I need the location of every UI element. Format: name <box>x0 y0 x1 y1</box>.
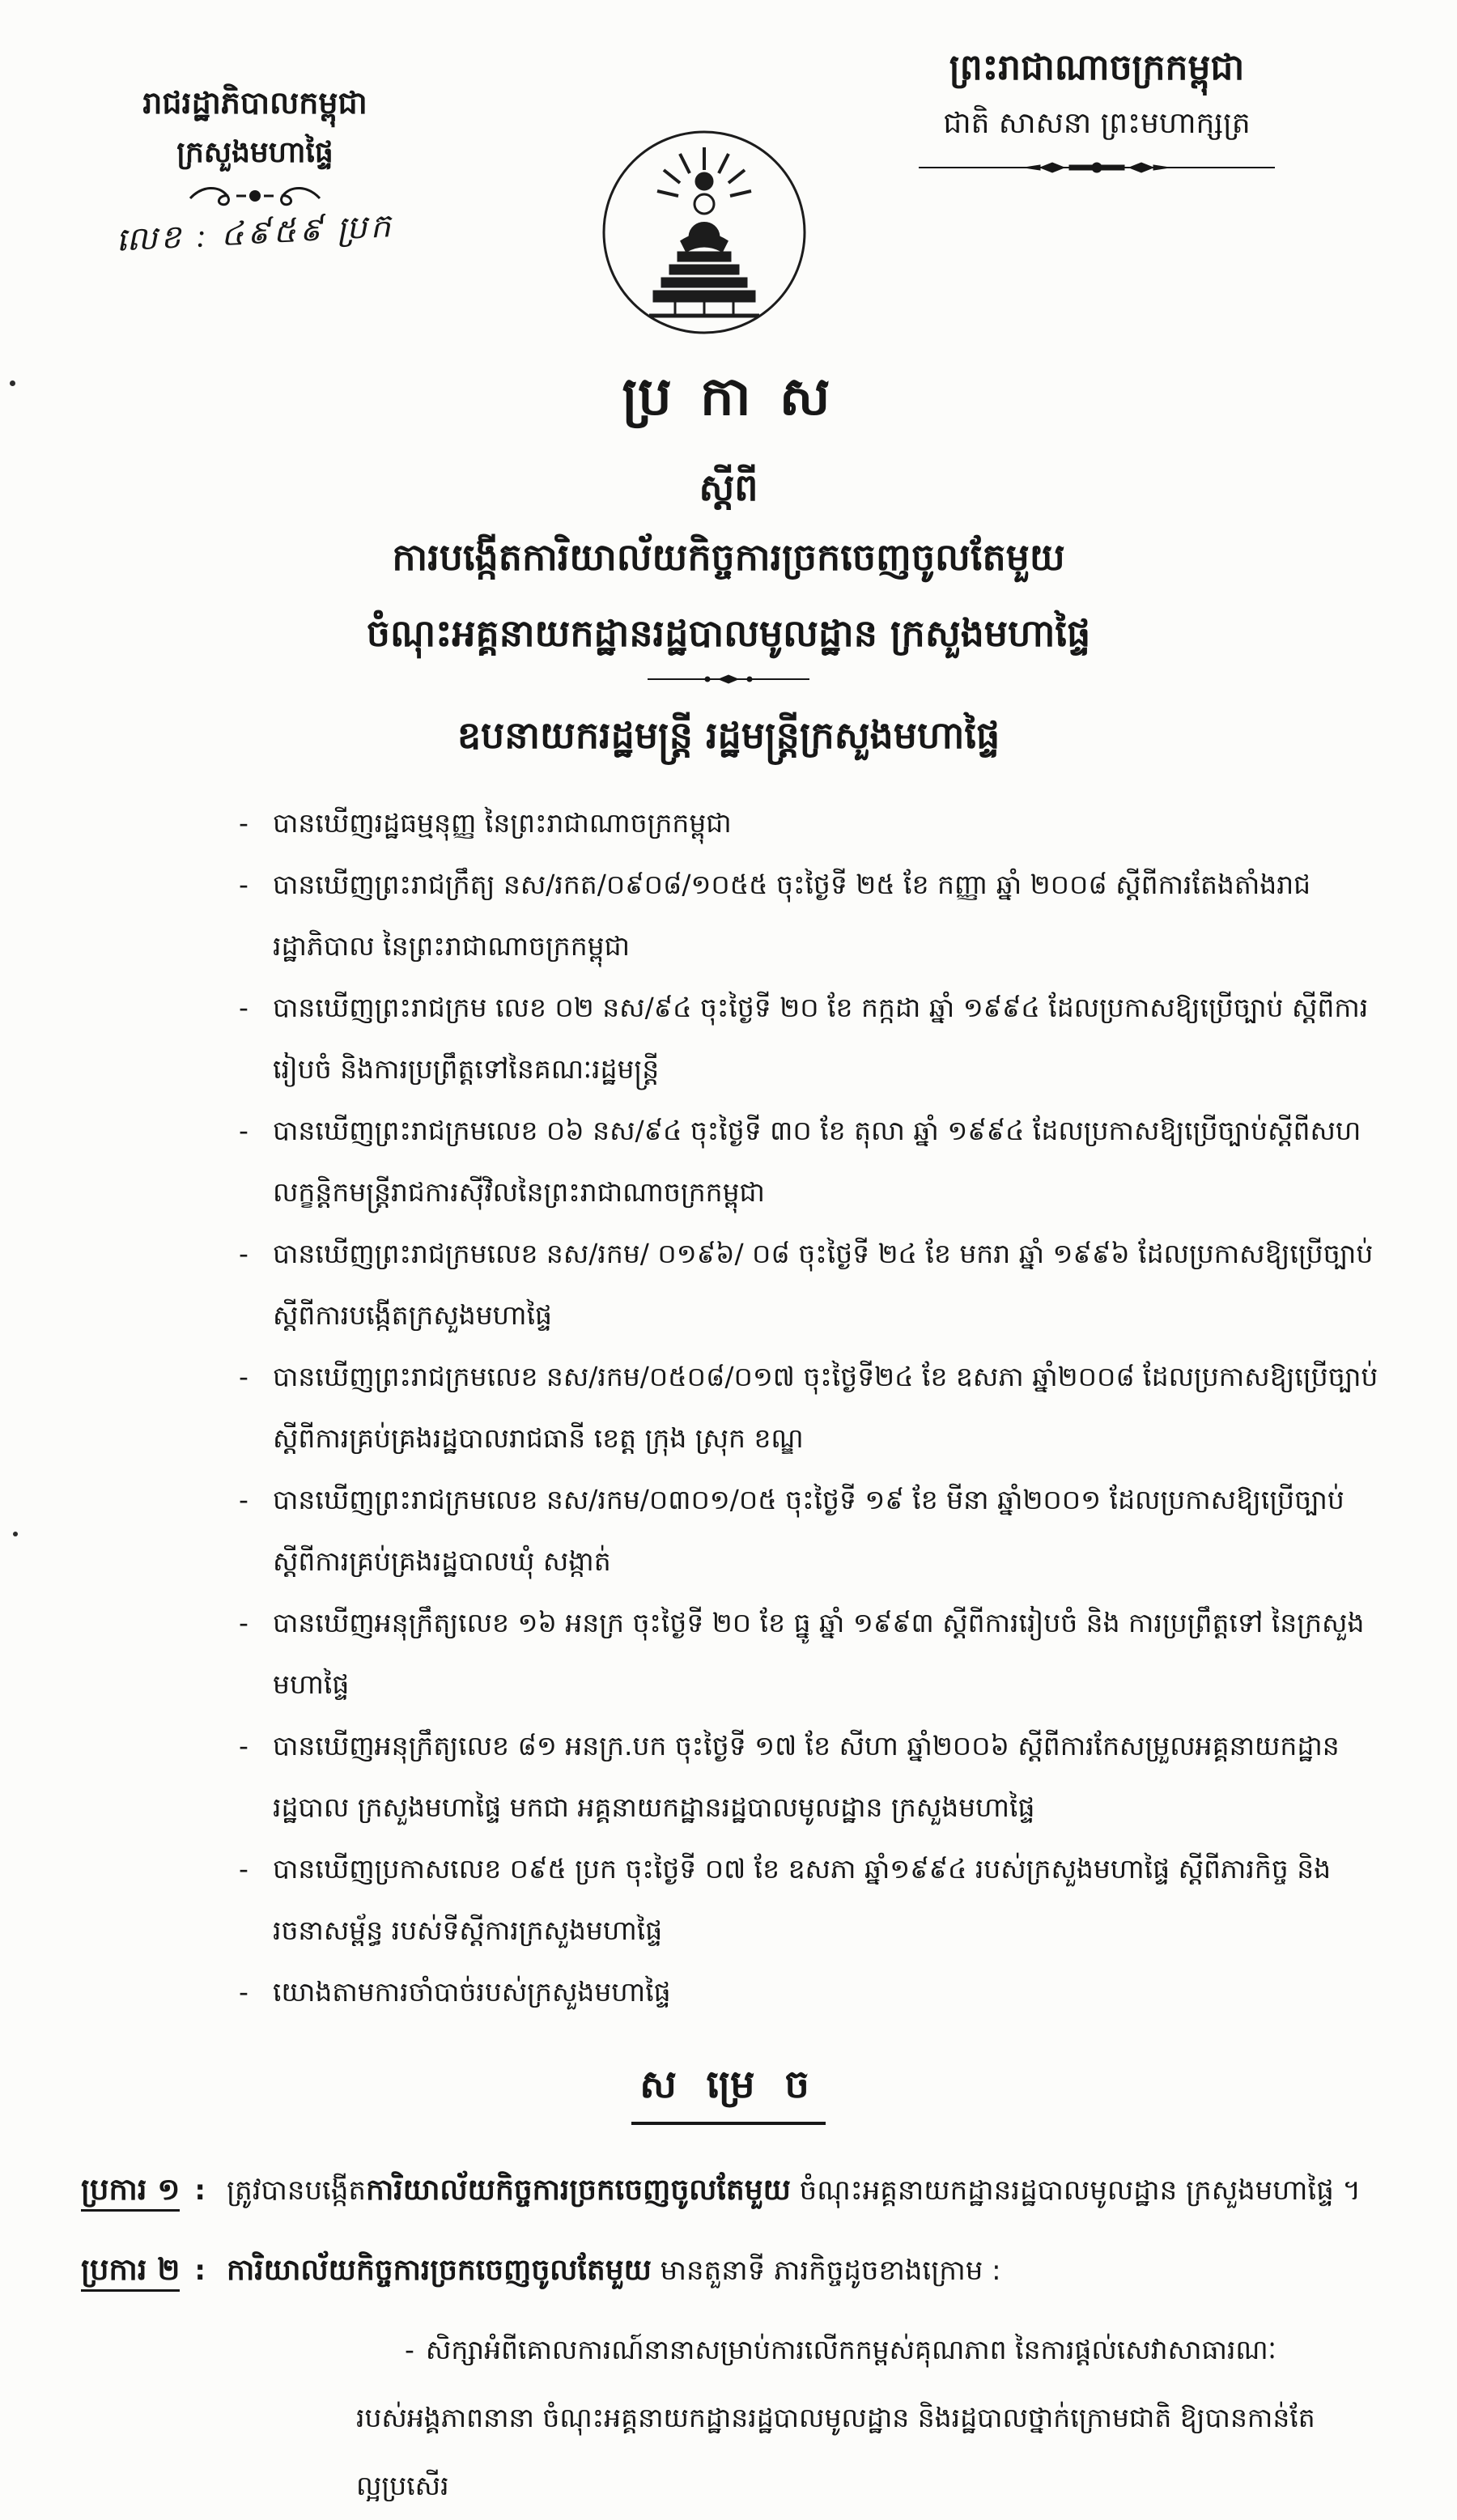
small-divider-icon <box>648 673 809 686</box>
article-1-office-name: ការិយាល័យកិច្ចការច្រកចេញចូលតែមួយ <box>365 2174 791 2207</box>
preamble-item <box>239 1592 1384 1715</box>
bullet-dash: - <box>239 992 248 1023</box>
bullet-dash: - <box>405 2334 414 2365</box>
title-block <box>0 360 1457 771</box>
preamble-text: បានឃើញព្រះរាជក្រឹត្យ នស/រកត/០៩០៨/១០៥៥ ចុះថ្ងៃទី ២៥ ខែ កញ្ញា ឆ្នាំ ២០០៨ ស្តីពីការតែងតាំងរាជរដ្ឋាភិបាល នៃព្រះរាជាណាចក្រកម្ពុជា <box>273 869 1311 962</box>
article-1-label: ប្រការ ១ <box>81 2172 180 2212</box>
document-number-handwritten: លេខ : ៤៩៥៩ ប្រក <box>115 207 395 258</box>
prakas-title: ប្រ កា ស <box>622 365 835 427</box>
preamble-item <box>239 1223 1384 1346</box>
article-1-separator: : <box>194 2174 206 2207</box>
preamble-text: យោងតាមការចាំបាច់របស់ក្រសួងមហាផ្ទៃ <box>273 1976 671 2008</box>
preamble-item <box>239 793 1384 854</box>
preamble-item <box>239 1100 1384 1223</box>
preamble-text: បានឃើញព្រះរាជក្រមលេខ ០៦ នស/៩៤ ចុះថ្ងៃទី ៣០ ខែ តុលា ឆ្នាំ ១៩៩៤ ដែលប្រកាសឱ្យប្រើច្បាប់ស្តីពីសហលក្ខន្តិកមន្ត្រីរាជការស៊ីវិលនៃព្រះរាជាណាចក្រកម្ពុជា <box>273 1115 1361 1208</box>
decision-heading: ស ម្រេ ច <box>631 2060 826 2125</box>
preamble-text: បានឃើញអនុក្រឹត្យលេខ ៨១ អនក្រ.បក ចុះថ្ងៃទី ១៧ ខែ សីហា ឆ្នាំ២០០៦ ស្តីពីការកែសម្រួលអគ្គនាយកដ្ឋានរដ្ឋបាល ក្រសួងមហាផ្ទៃ មកជា អគ្គនាយកដ្ឋានរដ្ឋបាលមូលដ្ឋាន ក្រសួងមហាផ្ទៃ <box>273 1730 1340 1823</box>
scroll-flourish-icon <box>186 182 324 210</box>
ornamental-divider-icon <box>919 159 1275 176</box>
preamble-text: បានឃើញព្រះរាជក្រម លេខ ០២ នស/៩៤ ចុះថ្ងៃទី ២០ ខែ កក្កដា ឆ្នាំ ១៩៩៤ ដែលប្រកាសឱ្យប្រើច្បាប់ ស្តីពីការរៀបចំ និងការប្រព្រឹត្តទៅនៃគណៈរដ្ឋមន្ត្រី <box>273 992 1369 1085</box>
preamble-text: បានឃើញព្រះរាជក្រមលេខ នស/រកម/០៣០១/០៥ ចុះថ្ងៃទី ១៩ ខែ មីនា ឆ្នាំ២០០១ ដែលប្រកាសឱ្យប្រើច្បាប់ស្តីពីការគ្រប់គ្រងរដ្ឋបាលឃុំ សង្កាត់ <box>273 1484 1344 1577</box>
preamble-item <box>239 1961 1384 2023</box>
article-1 <box>81 2157 1392 2223</box>
preamble-list <box>239 793 1384 2023</box>
issuing-authority: ឧបនាយករដ្ឋមន្ត្រី រដ្ឋមន្ត្រីក្រសួងមហាផ្ទៃ <box>457 713 1000 757</box>
article-1-text-pre: ត្រូវបានបង្កើត <box>226 2174 366 2207</box>
scan-speck <box>13 1532 18 1536</box>
preamble-item <box>239 977 1384 1100</box>
bullet-dash: - <box>239 1976 248 2008</box>
decision-heading-block <box>0 2060 1457 2125</box>
ministry-seal-icon <box>601 123 808 342</box>
header-right-block <box>862 39 1332 176</box>
article-2-duty-item <box>356 2316 1319 2520</box>
article-2-label: ប្រការ ២ <box>81 2252 180 2292</box>
preamble-text: បានឃើញអនុក្រឹត្យលេខ ១៦ អនក្រ ចុះថ្ងៃទី ២០ ខែ ធ្នូ ឆ្នាំ ១៩៩៣ ស្តីពីការរៀបចំ និង ការប្រព្រឹត្តទៅ នៃក្រសួងមហាផ្ទៃ <box>273 1607 1365 1700</box>
bullet-dash: - <box>239 1238 248 1269</box>
preamble-text: បានឃើញព្រះរាជក្រមលេខ នស/រកម/ ០១៩៦/ ០៨ ចុះថ្ងៃទី ២៤ ខែ មករា ឆ្នាំ ១៩៩៦ ដែលប្រកាសឱ្យប្រើច្បាប់ ស្តីពីការបង្កើតក្រសួងមហាផ្ទៃ <box>273 1238 1374 1331</box>
scan-speck <box>10 380 15 386</box>
article-2-office-name: ការិយាល័យកិច្ចការច្រកចេញចូលតែមួយ <box>226 2254 652 2287</box>
preamble-item <box>239 1346 1384 1469</box>
ministry-of-interior-title: ក្រសួងមហាផ្ទៃ <box>176 136 333 169</box>
article-2-duty-text: សិក្សាអំពីគោលការណ៍នានាសម្រាប់ការលើកកម្ពស់គុណភាព នៃការផ្តល់សេវាសាធារណៈរបស់អង្គភាពនានា ចំណុះអគ្គនាយកដ្ឋានរដ្ឋបាលមូលដ្ឋាន និងរដ្ឋបាលថ្នាក់ក្រោមជាតិ ឱ្យបានកាន់តែល្អប្រសើរ <box>356 2334 1315 2501</box>
national-motto: ជាតិ សាសនា ព្រះមហាក្សត្រ <box>943 107 1251 140</box>
subject-line-1: ការបង្កើតការិយាល័យកិច្ចការច្រកចេញចូលតែមួយ <box>392 535 1065 579</box>
bullet-dash: - <box>239 869 248 900</box>
article-2-separator: : <box>194 2254 206 2287</box>
articles-section <box>81 2157 1392 2520</box>
preamble-item <box>239 1469 1384 1592</box>
preamble-text: បានឃើញរដ្ឋធម្មនុញ្ញ នៃព្រះរាជាណាចក្រកម្ពុជា <box>273 807 732 839</box>
bullet-dash: - <box>239 1484 248 1515</box>
preamble-item <box>239 854 1384 977</box>
header-left-block <box>77 77 433 258</box>
article-1-text-post: ចំណុះអគ្គនាយកដ្ឋានរដ្ឋបាលមូលដ្ឋាន ក្រសួងមហាផ្ទៃ ។ <box>790 2174 1361 2207</box>
bullet-dash: - <box>239 1853 248 1885</box>
article-2-text-post: មានតួនាទី ភារកិច្ចដូចខាងក្រោម : <box>651 2254 1001 2287</box>
bullet-dash: - <box>239 1607 248 1638</box>
preamble-text: បានឃើញប្រកាសលេខ ០៩៥ ប្រក ចុះថ្ងៃទី ០៧ ខែ ឧសភា ឆ្នាំ១៩៩៤ របស់ក្រសួងមហាផ្ទៃ ស្តីពីភារកិច្ច និង រចនាសម្ព័ន្ធ របស់ទីស្តីការក្រសួងមហាផ្ទៃ <box>273 1853 1332 1946</box>
bullet-dash: - <box>239 1730 248 1761</box>
bullet-dash: - <box>239 1361 248 1392</box>
article-2 <box>81 2237 1392 2303</box>
regarding-label: ស្តីពី <box>699 465 758 509</box>
preamble-item <box>239 1715 1384 1838</box>
royal-government-title: រាជរដ្ឋាភិបាលកម្ពុជា <box>142 85 367 121</box>
bullet-dash: - <box>239 1115 248 1146</box>
bullet-dash: - <box>239 807 248 839</box>
preamble-text: បានឃើញព្រះរាជក្រមលេខ នស/រកម/០៥០៨/០១៧ ចុះថ្ងៃទី២៤ ខែ ឧសភា ឆ្នាំ២០០៨ ដែលប្រកាសឱ្យប្រើច្បាប់ស្តីពីការគ្រប់គ្រងរដ្ឋបាលរាជធានី ខេត្ត ក្រុង ស្រុក ខណ្ឌ <box>273 1361 1378 1454</box>
preamble-item <box>239 1838 1384 1961</box>
subject-line-2: ចំណុះអគ្គនាយកដ្ឋានរដ្ឋបាលមូលដ្ឋាន ក្រសួងមហាផ្ទៃ <box>366 611 1091 655</box>
kingdom-title: ព្រះរាជាណាចក្រកម្ពុជា <box>949 47 1245 88</box>
document-header <box>0 0 1457 360</box>
